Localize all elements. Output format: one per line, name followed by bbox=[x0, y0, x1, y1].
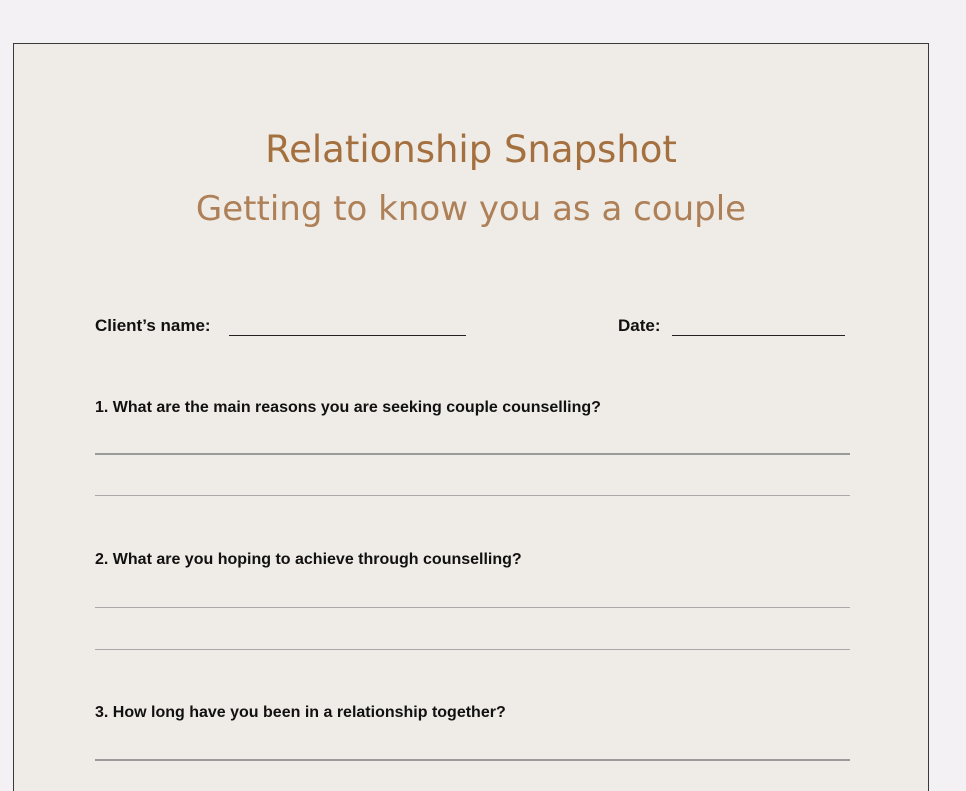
client-name-field[interactable] bbox=[229, 335, 466, 336]
answer-line-2b[interactable] bbox=[95, 649, 850, 650]
answer-line-1a[interactable] bbox=[95, 453, 850, 455]
answer-line-2a[interactable] bbox=[95, 607, 850, 608]
question-3: 3. How long have you been in a relationship together? bbox=[95, 704, 506, 721]
question-1: 1. What are the main reasons you are seeking couple counselling? bbox=[95, 399, 601, 416]
question-2: 2. What are you hoping to achieve through counselling? bbox=[95, 551, 522, 568]
form-title: Relationship Snapshot bbox=[265, 128, 677, 171]
date-label: Date: bbox=[618, 316, 661, 335]
answer-line-1b[interactable] bbox=[95, 495, 850, 496]
form-subtitle: Getting to know you as a couple bbox=[195, 189, 747, 229]
date-field[interactable] bbox=[672, 335, 845, 336]
client-name-label: Client’s name: bbox=[95, 316, 211, 335]
answer-line-3a[interactable] bbox=[95, 759, 850, 761]
form-page bbox=[13, 43, 929, 791]
